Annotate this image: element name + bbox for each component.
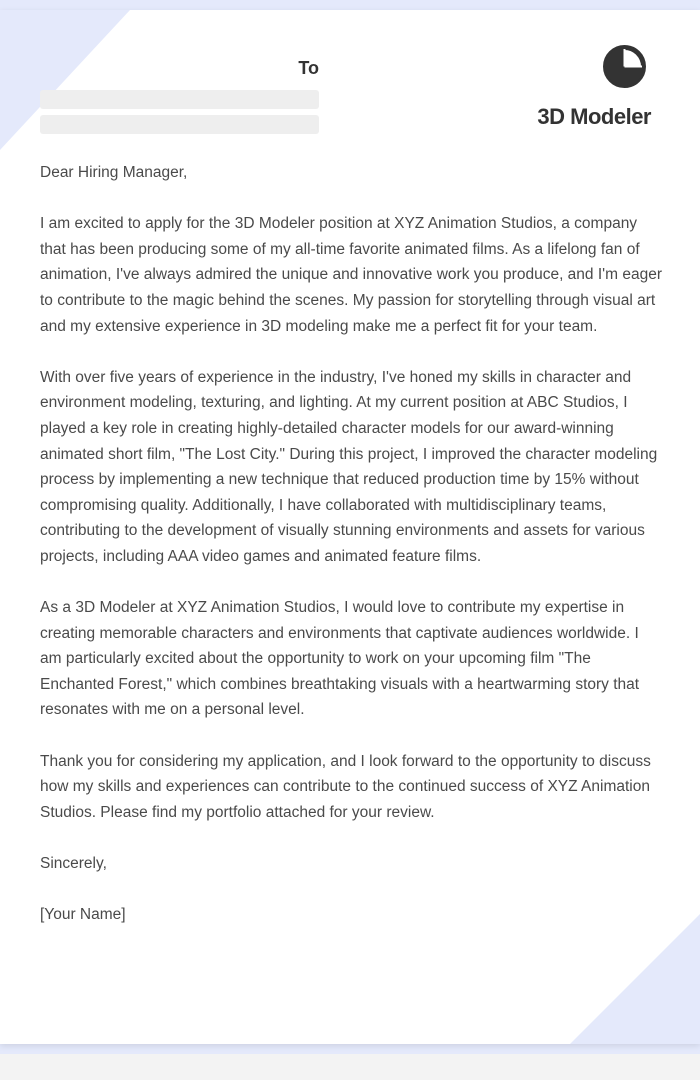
letter-greeting: Dear Hiring Manager, [40, 164, 188, 181]
job-title: 3D Modeler [537, 104, 651, 129]
letter-signature: [Your Name] [40, 906, 126, 924]
letter-paragraph: Thank you for considering my application, and I look forward to the opportunity to discuss how my skills and experiences can contribute to the continued success of XYZ Animation Studios. Please find my portfolio attached for your review. [40, 752, 651, 821]
letter-closing: Sincerely, [40, 855, 107, 873]
page-bottom-margin [0, 1054, 700, 1080]
letter-paragraph: As a 3D Modeler at XYZ Animation Studios, I would love to contribute my expertise in creating memorable characters and environments that captivate audiences worldwide. I am particularly excited about the opportunity to work on your upcoming film "The Enchanted Forest," which combines breathtaking visuals with a heartwarming story that resonates with me on a personal level. [40, 599, 640, 719]
pie-chart-logo-icon [603, 45, 646, 88]
recipient-placeholder-line-2 [40, 115, 319, 134]
letter-body [40, 160, 664, 953]
letter-paragraph: I am excited to apply for the 3D Modeler position at XYZ Animation Studios, a company that has been producing some of my all-time favorite animated films. As a lifelong fan of animation, I've always admired the unique and innovative work you produce, and I'm eager to contribute to the magic behind the scenes. My passion for storytelling through visual art and my extensive experience in 3D modeling make me a perfect fit for your team. [40, 215, 662, 335]
recipient-to-label: To [298, 58, 319, 78]
recipient-placeholder-line-1 [40, 90, 319, 109]
letter-paragraph: With over five years of experience in the industry, I've honed my skills in character and environment modeling, texturing, and lighting. At my current position at ABC Studios, I played a key role in creating highly-detailed character models for our award-winning animated short film, "The Lost City." During this project, I improved the character modeling process by implementing a new technique that reduced production time by 15% without compromising quality. Additionally, I have collaborated with multidisciplinary teams, contributing to the development of visually stunning environments and assets for various projects, including AAA video games and animated feature films. [40, 368, 658, 565]
